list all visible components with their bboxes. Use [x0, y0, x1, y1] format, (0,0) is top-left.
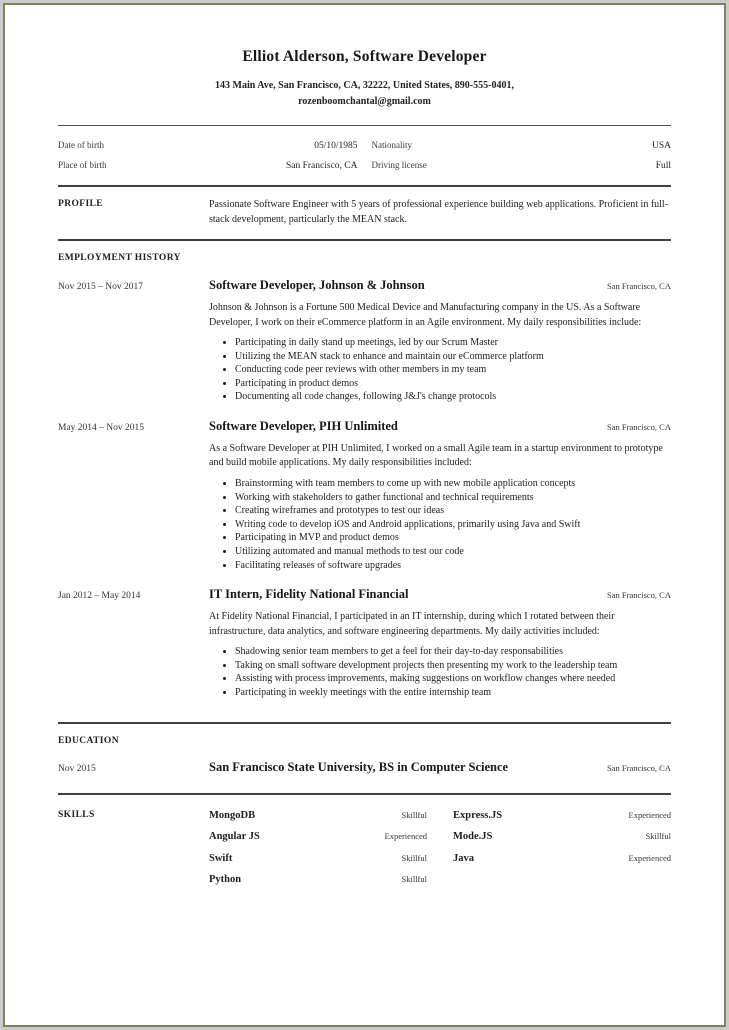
- job-bullet-list: [235, 645, 671, 699]
- job-description: Johnson & Johnson is a Fortune 500 Medical Device and Manufacturing company in the US. As a Software Developer, I work on their eCommerce platform in an Agile environment. My daily responsibilities include:: [209, 302, 642, 328]
- education-dates: Nov 2015: [58, 763, 96, 774]
- job-location: San Francisco, CA: [607, 281, 671, 291]
- job-bullet-list: [235, 477, 671, 572]
- skill-name: Express.JS: [453, 809, 503, 821]
- job-title: IT Intern, Fidelity National Financial: [209, 587, 409, 602]
- job-entry: [58, 419, 671, 572]
- job-bullet: • Working with stakeholders to gather functional and technical requirements: [235, 491, 671, 505]
- skill-item: [209, 831, 427, 842]
- profile-text: Passionate Software Engineer with 5 years of professional experience building web applications. Proficient in full-stack development, particularly the MEAN stack.: [209, 199, 669, 225]
- job-bullet: • Taking on small software development projects then presenting my work to the leadership team: [235, 659, 671, 673]
- job-bullet: • Shadowing senior team members to get a feel for their day-to-day responsabilities: [235, 645, 671, 659]
- job-description: As a Software Developer at PIH Unlimited, I worked on a small Agile team in a startup environment to prototype and build mobile applications. My daily responsibilities included:: [209, 442, 663, 469]
- job-location: San Francisco, CA: [607, 590, 671, 601]
- job-bullet: • Conducting code peer reviews with other members in my team: [235, 363, 671, 377]
- resume-content: [5, 5, 724, 896]
- skills-column-2: [453, 810, 671, 896]
- contact-address: 143 Main Ave, San Francisco, CA, 32222, United States, 890-555-0401,: [215, 80, 514, 91]
- job-location: San Francisco, CA: [607, 421, 671, 432]
- job-entry: [58, 278, 671, 404]
- job-details: [209, 587, 671, 699]
- detail-label: Place of birth: [58, 160, 107, 170]
- job-entry: [58, 587, 671, 699]
- detail-label: Driving license: [371, 160, 427, 170]
- employment-heading: EMPLOYMENT HISTORY: [58, 253, 181, 263]
- education-section: [58, 724, 671, 793]
- detail-nationality: [372, 135, 672, 155]
- job-bullet: • Brainstorming with team members to come up with new mobile application concepts: [235, 477, 671, 491]
- job-bullet: • Utilizing the MEAN stack to enhance and maintain our eCommerce platform: [235, 350, 671, 364]
- resume-page: [3, 3, 726, 1027]
- education-location: San Francisco, CA: [607, 762, 671, 773]
- skill-level: Skillful: [401, 809, 427, 820]
- job-dates: Jan 2012 – May 2014: [58, 591, 141, 602]
- job-bullet: • Participating in daily stand up meetings, led by our Scrum Master: [235, 336, 671, 350]
- job-title: Software Developer, Johnson & Johnson: [209, 278, 425, 292]
- skill-item: [209, 810, 427, 821]
- skill-item: [209, 853, 427, 864]
- skill-level: Experienced: [384, 831, 427, 841]
- employment-section: [58, 241, 671, 722]
- contact-email: rozenboomchantal@gmail.com: [298, 96, 431, 107]
- skill-level: Experienced: [628, 852, 671, 863]
- detail-value: USA: [651, 141, 671, 151]
- detail-date-of-birth: [58, 135, 358, 155]
- job-bullet: • Assisting with process improvements, making suggestions on workflow changes where needed: [235, 672, 671, 686]
- skills-heading: SKILLS: [58, 809, 95, 820]
- detail-driving-license: [372, 155, 672, 175]
- detail-value: Full: [655, 161, 671, 171]
- job-headline: [209, 278, 671, 293]
- job-bullet: • Utilizing automated and manual methods to test our code: [235, 545, 671, 559]
- job-title: Software Developer, PIH Unlimited: [209, 418, 398, 433]
- job-bullet: • Facilitating releases of software upgrades: [235, 559, 671, 573]
- detail-label: Nationality: [371, 140, 412, 150]
- detail-value: San Francisco, CA: [285, 161, 358, 171]
- job-headline: [209, 587, 671, 602]
- skills-column-1: [209, 810, 427, 896]
- education-headline: [209, 760, 671, 775]
- personal-details: [58, 126, 671, 185]
- skill-level: Skillful: [401, 874, 427, 884]
- job-bullet: • Creating wireframes and prototypes to test our ideas: [235, 504, 671, 518]
- job-bullet: • Participating in MVP and product demos: [235, 531, 671, 545]
- education-entry: [58, 760, 671, 793]
- detail-label: Date of birth: [58, 140, 104, 150]
- skill-item: [453, 853, 671, 864]
- profile-section: [58, 187, 671, 239]
- job-bullet: • Documenting all code changes, following J&J's change protocols: [235, 390, 671, 404]
- skill-name: Angular JS: [209, 831, 260, 842]
- profile-heading: PROFILE: [58, 199, 104, 209]
- skill-item: [209, 874, 427, 885]
- detail-place-of-birth: [58, 155, 358, 175]
- job-bullet: • Writing code to develop iOS and Android applications, primarily using Java and Swift: [235, 518, 671, 532]
- page-title: Elliot Alderson, Software Developer: [242, 48, 487, 65]
- skills-section: [58, 795, 671, 896]
- resume-header: [58, 5, 671, 109]
- job-bullet-list: [235, 336, 671, 404]
- job-description: At Fidelity National Financial, I participated in an IT internship, during which I rotated between their infrastructure, data analytics, and software engineering departments. My daily activities included:: [209, 611, 615, 637]
- skill-name: Mode.JS: [453, 831, 493, 842]
- skill-level: Skillful: [401, 852, 427, 863]
- job-details: [209, 419, 671, 572]
- education-heading: EDUCATION: [58, 735, 119, 746]
- job-details: [209, 278, 671, 404]
- job-dates: Nov 2015 – Nov 2017: [58, 282, 143, 292]
- skill-level: Experienced: [628, 809, 671, 820]
- skill-name: Python: [209, 874, 242, 885]
- skill-name: MongoDB: [209, 809, 256, 821]
- education-title: San Francisco State University, BS in Computer Science: [209, 759, 509, 774]
- job-dates: May 2014 – Nov 2015: [58, 422, 145, 433]
- skill-item: [453, 831, 671, 842]
- job-bullet: • Participating in product demos: [235, 377, 671, 391]
- job-bullet: • Participating in weekly meetings with the entire internship team: [235, 686, 671, 700]
- skill-name: Swift: [209, 852, 233, 864]
- detail-value: 05/10/1985: [314, 141, 358, 151]
- skill-item: [453, 810, 671, 821]
- skills-grid: [209, 798, 671, 896]
- job-headline: [209, 419, 671, 434]
- skill-level: Skillful: [645, 831, 671, 841]
- skill-name: Java: [453, 852, 474, 864]
